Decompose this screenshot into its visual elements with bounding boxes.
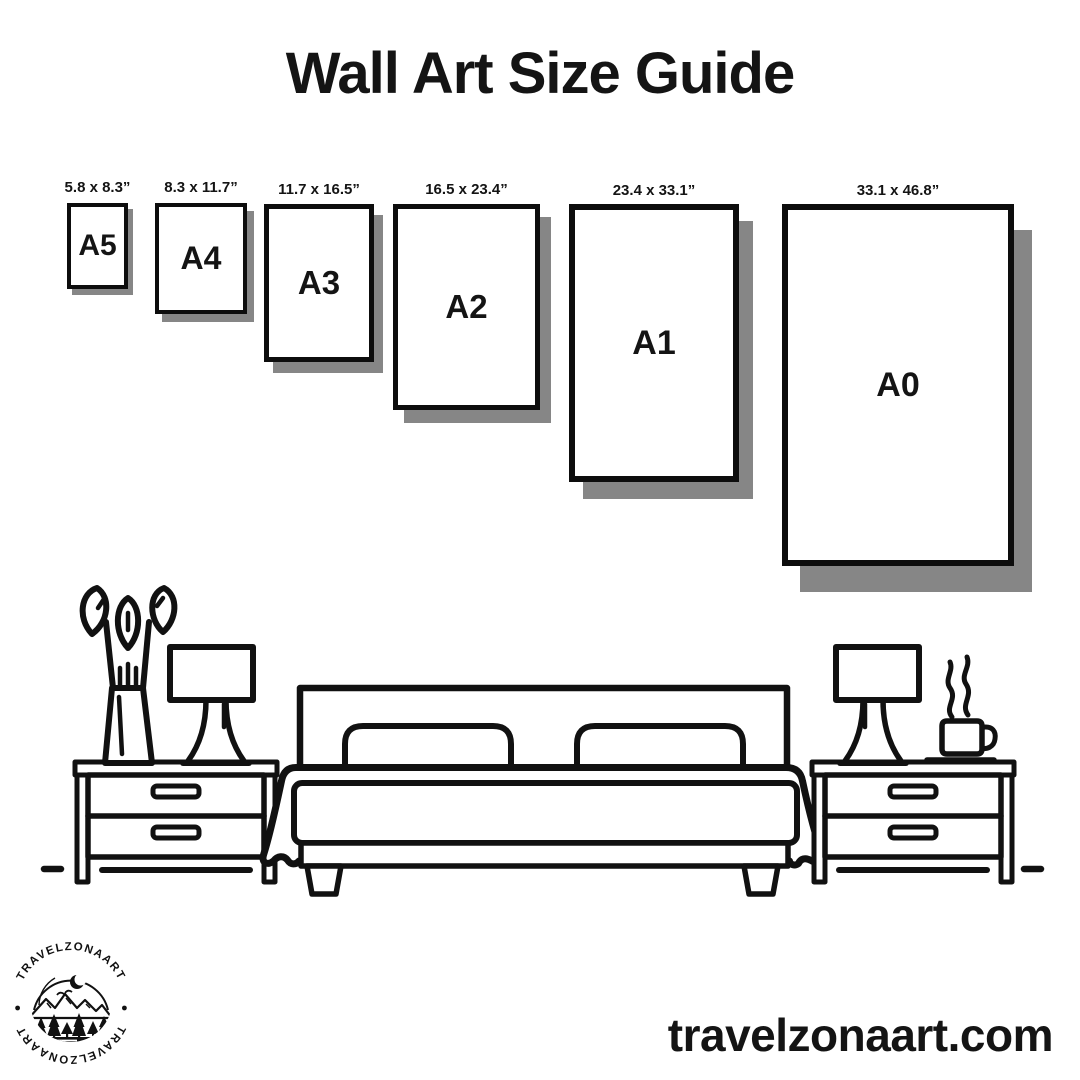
size-name-label: A0 (876, 365, 920, 404)
table-lamp-right-icon (836, 647, 919, 763)
table-lamp-left-icon (170, 647, 253, 763)
page-title: Wall Art Size Guide (285, 41, 795, 106)
size-frame-a4 (155, 179, 247, 314)
bed-leg-right (744, 866, 778, 894)
logo-text-top: TRAVELZONAART (14, 940, 128, 983)
size-dimensions-label: 16.5 x 23.4” (425, 181, 508, 198)
plant-vase-icon (83, 588, 175, 763)
logo-dot-right (122, 1006, 127, 1011)
size-frame-a2 (393, 181, 540, 410)
mattress-front (294, 783, 797, 843)
size-dimensions-label: 8.3 x 11.7” (164, 179, 238, 196)
nightstand-left-icon (75, 762, 277, 882)
coffee-cup-icon (927, 657, 995, 760)
nightstand-right-icon (812, 762, 1014, 882)
size-name-label: A1 (632, 323, 676, 362)
logo-mountain-scene (29, 974, 112, 1051)
logo-dot-left (15, 1006, 20, 1011)
size-frame-a0 (782, 182, 1014, 566)
size-dimensions-label: 33.1 x 46.8” (856, 182, 940, 199)
size-dimensions-label: 5.8 x 8.3” (64, 179, 131, 196)
website-url: travelzonaart.com (667, 1009, 1053, 1061)
logo-text-bottom: TRAVELZONAART (14, 1023, 128, 1066)
size-name-label: A2 (445, 288, 488, 325)
bed-base (301, 843, 788, 866)
size-dimensions-label: 11.7 x 16.5” (278, 181, 360, 198)
bedroom-illustration (0, 580, 1080, 910)
bed-leg-left (307, 866, 341, 894)
size-dimensions-label: 23.4 x 33.1” (612, 182, 696, 199)
size-name-label: A4 (180, 240, 222, 276)
brand-logo-badge (5, 937, 137, 1069)
mountains-icon (29, 994, 112, 1018)
size-name-label: A3 (297, 264, 341, 301)
size-frame-a3 (264, 181, 374, 362)
size-frame-a1 (569, 182, 739, 482)
size-frame-a5 (64, 179, 131, 289)
size-name-label: A5 (78, 229, 117, 262)
bed-icon (263, 688, 822, 894)
